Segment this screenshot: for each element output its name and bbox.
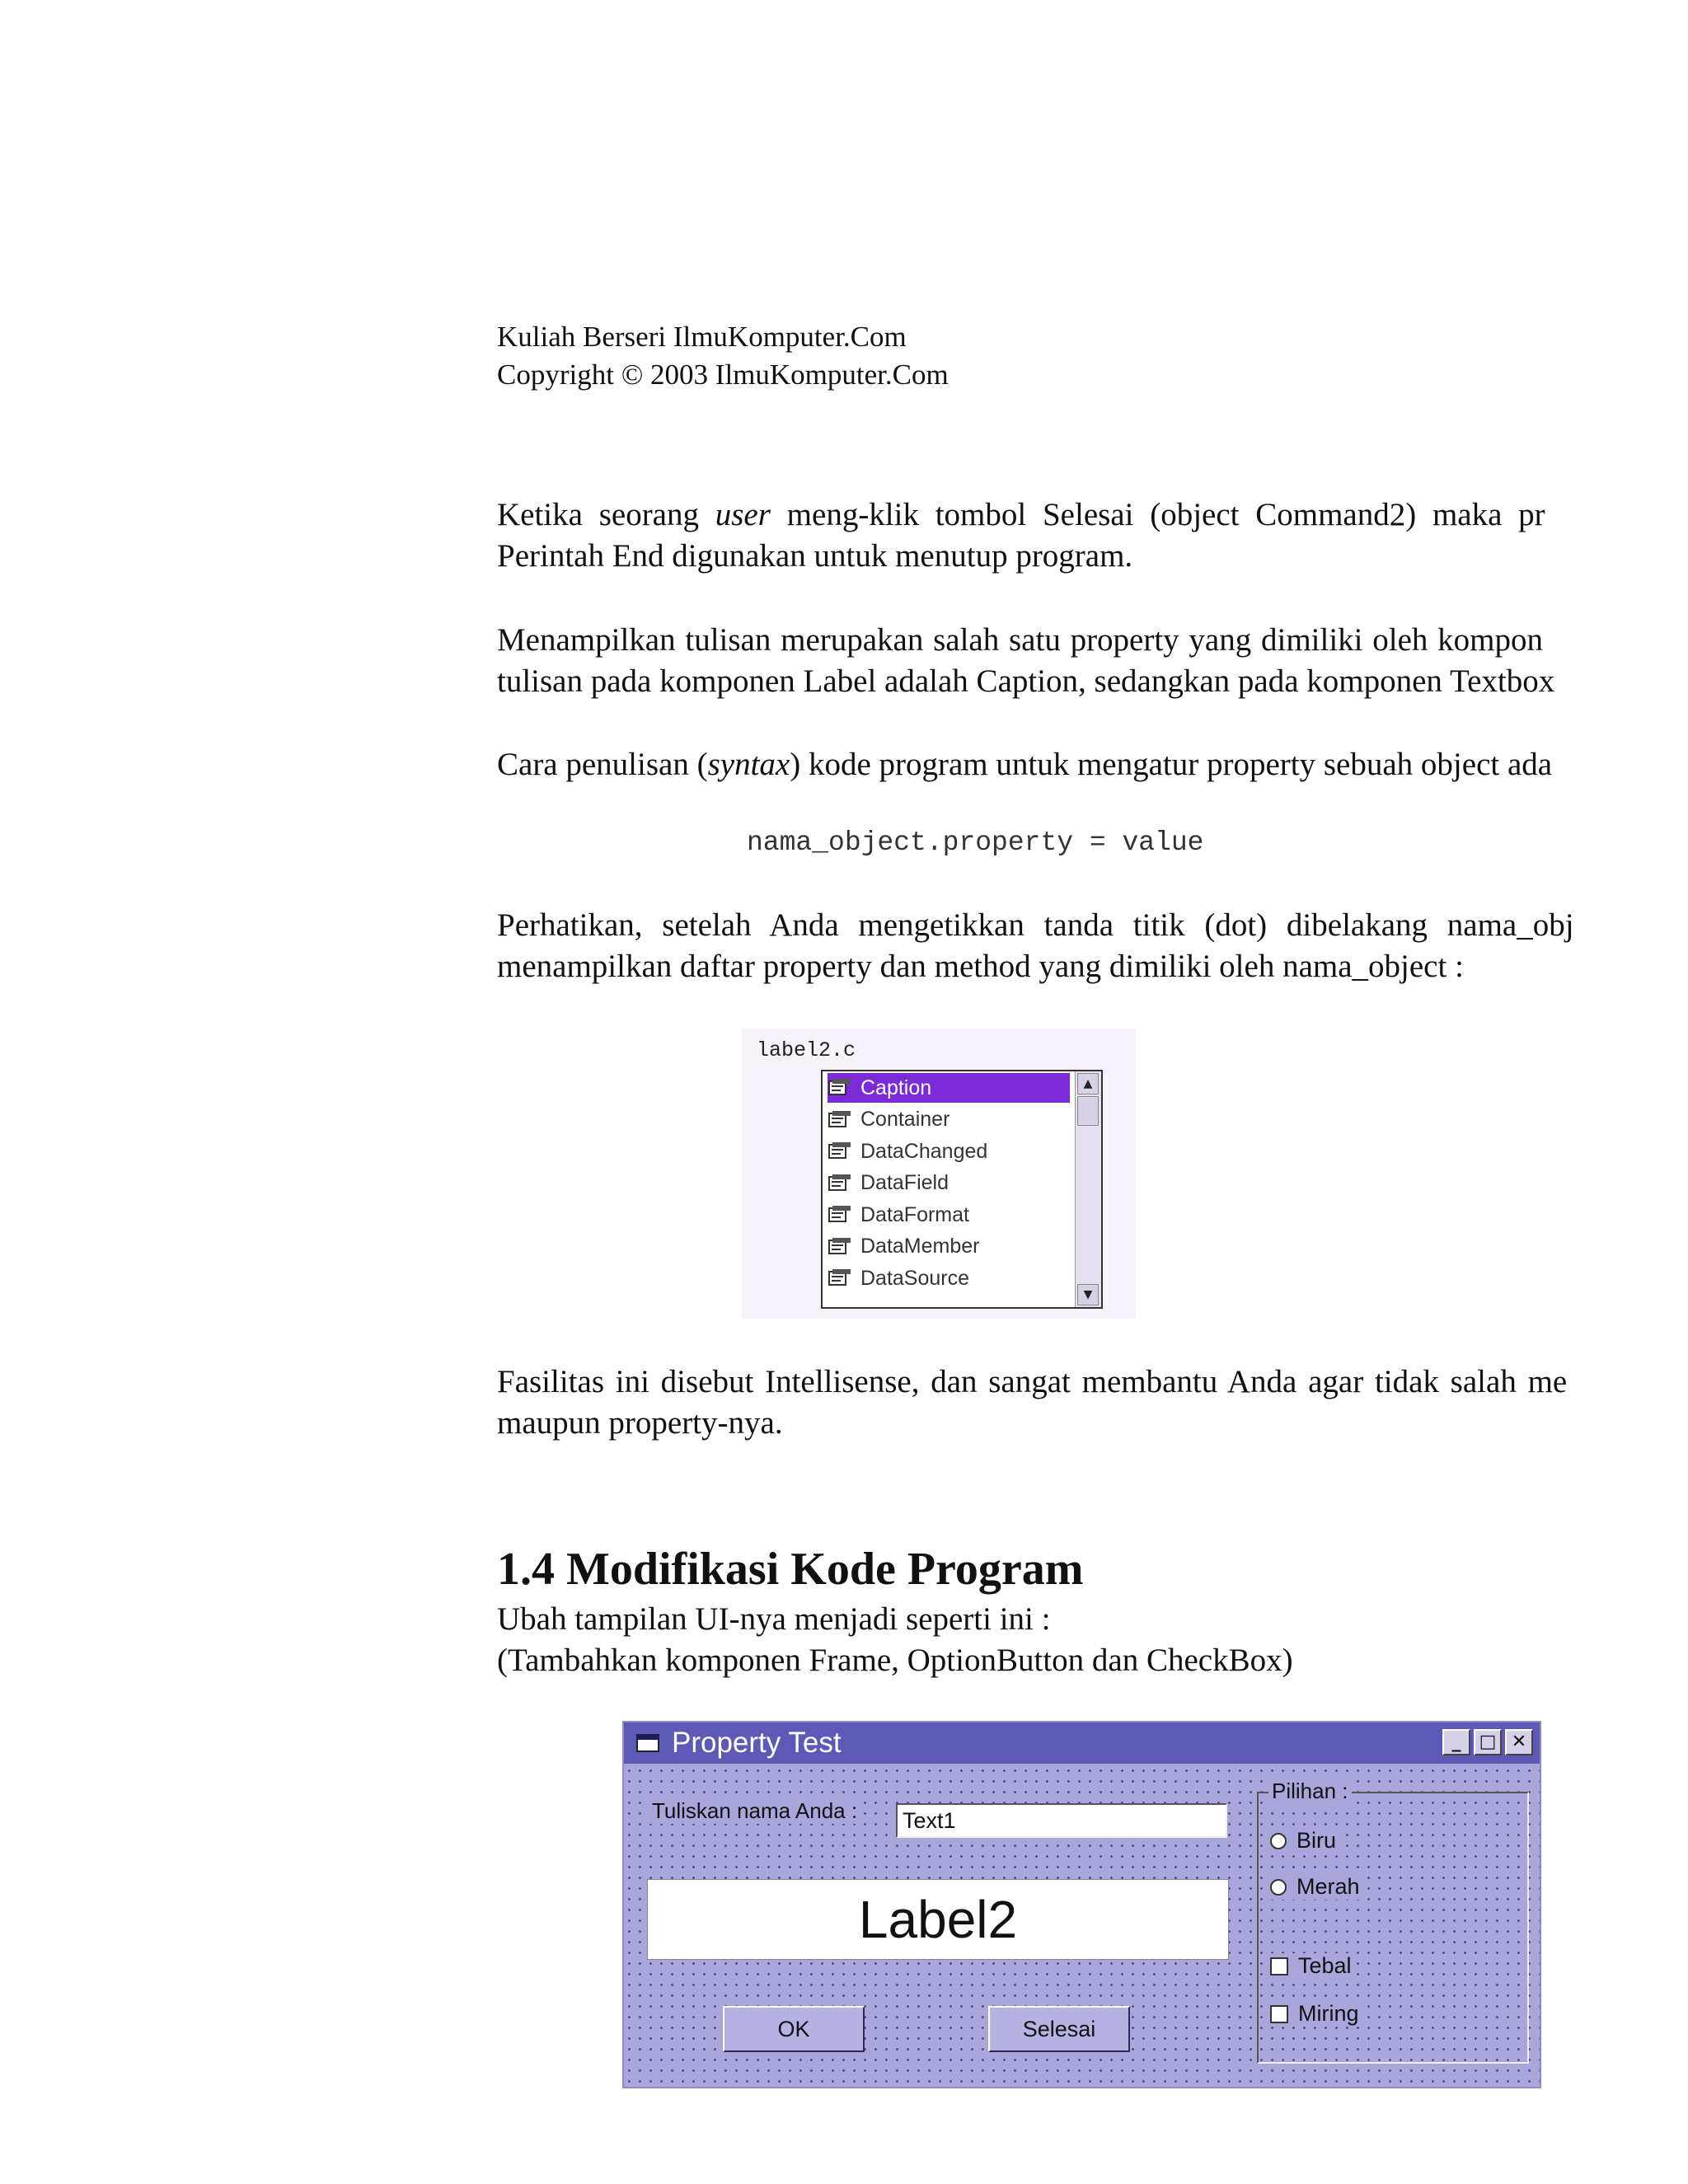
minimize-icon[interactable]: _ — [1442, 1729, 1470, 1755]
paragraph-4 — [497, 905, 1574, 987]
option-biru-label: Biru — [1296, 1828, 1337, 1853]
paragraph-5-line-2: maupun property-nya. — [497, 1405, 783, 1441]
frame-pilihan — [1257, 1779, 1529, 2064]
section-text — [497, 1599, 1293, 1681]
scroll-up-icon[interactable]: ▲ — [1077, 1073, 1099, 1094]
typed-code: label2.c — [757, 1038, 856, 1062]
intellisense-list[interactable] — [821, 1070, 1103, 1309]
intellisense-item[interactable] — [828, 1073, 1070, 1103]
paragraph-2-line-1: Menampilkan tulisan merupakan salah satu property yang dimiliki oleh kompon — [497, 622, 1543, 658]
label-nama: Tuliskan nama Anda : — [649, 1798, 860, 1824]
radio-icon[interactable] — [1270, 1833, 1287, 1849]
intellisense-item-label: Container — [860, 1108, 950, 1131]
checkbox-tebal-label: Tebal — [1298, 1953, 1352, 1978]
form-window-icon — [635, 1732, 660, 1754]
property-icon — [828, 1174, 852, 1193]
intellisense-item[interactable] — [828, 1105, 1070, 1135]
checkbox-icon[interactable] — [1270, 1957, 1288, 1975]
header-line-1: Kuliah Berseri IlmuKomputer.Com — [497, 321, 907, 353]
selesai-button[interactable]: Selesai — [988, 2006, 1130, 2052]
intellisense-figure — [742, 1029, 1136, 1319]
maximize-icon[interactable]: □ — [1474, 1729, 1502, 1755]
property-icon — [828, 1205, 852, 1225]
form-title: Property Test — [672, 1727, 842, 1759]
paragraph-2-line-2: tulisan pada komponen Label adalah Caption, sedangkan pada komponen Textbox — [497, 663, 1555, 699]
property-icon — [828, 1268, 852, 1288]
header-line-2: Copyright © 2003 IlmuKomputer.Com — [497, 359, 949, 391]
paragraph-4-line-1: Perhatikan, setelah Anda mengetikkan tanda titik (dot) dibelakang nama_obj — [497, 907, 1574, 943]
ok-button[interactable]: OK — [723, 2006, 865, 2052]
property-icon — [828, 1141, 852, 1161]
code-syntax: nama_object.property = value — [747, 827, 1204, 858]
intellisense-item-label: DataSource — [860, 1266, 970, 1290]
property-icon — [828, 1110, 852, 1130]
paragraph-5 — [497, 1361, 1567, 1444]
radio-icon[interactable] — [1270, 1879, 1287, 1896]
intellisense-item-label: DataFormat — [860, 1202, 969, 1226]
close-icon[interactable]: ✕ — [1505, 1729, 1533, 1755]
checkbox-tebal[interactable] — [1270, 1953, 1357, 1979]
paragraph-1-line-1: Ketika seorang user meng-klik tombol Selesai (object Command2) maka pr — [497, 497, 1545, 532]
property-icon — [828, 1237, 852, 1257]
intellisense-item[interactable] — [828, 1169, 1070, 1198]
option-merah[interactable] — [1270, 1874, 1365, 1900]
option-merah-label: Merah — [1296, 1874, 1360, 1899]
intellisense-item[interactable] — [828, 1137, 1070, 1166]
paragraph-2 — [497, 620, 1554, 702]
intellisense-item-label: DataField — [860, 1171, 949, 1194]
intellisense-item[interactable] — [828, 1200, 1070, 1230]
section-line-2: (Tambahkan komponen Frame, OptionButton dan CheckBox) — [497, 1643, 1293, 1678]
paragraph-3: Cara penulisan (syntax) kode program untuk mengatur property sebuah object ada — [497, 747, 1553, 782]
intellisense-item-label: DataMember — [860, 1235, 980, 1258]
intellisense-scrollbar[interactable] — [1075, 1071, 1101, 1307]
scroll-down-icon[interactable]: ▼ — [1077, 1284, 1099, 1305]
paragraph-5-line-1: Fasilitas ini disebut Intellisense, dan sangat membantu Anda agar tidak salah me — [497, 1364, 1568, 1399]
checkbox-miring-label: Miring — [1298, 2001, 1359, 2026]
option-biru[interactable] — [1270, 1828, 1341, 1854]
intellisense-item[interactable] — [828, 1232, 1070, 1262]
paragraph-1-line-2: Perintah End digunakan untuk menutup program. — [497, 538, 1133, 574]
intellisense-item-label: Caption — [860, 1076, 932, 1099]
checkbox-miring[interactable] — [1270, 2001, 1364, 2027]
label2-display: Label2 — [647, 1879, 1229, 1960]
paragraph-4-line-2: menampilkan daftar property dan method yang dimiliki oleh nama_object : — [497, 949, 1464, 984]
form-titlebar[interactable] — [624, 1722, 1540, 1764]
frame-caption: Pilihan : — [1268, 1779, 1352, 1804]
checkbox-icon[interactable] — [1270, 2005, 1288, 2023]
property-icon — [828, 1078, 852, 1098]
section-title: 1.4 Modifikasi Kode Program — [497, 1544, 1084, 1595]
paragraph-1 — [497, 494, 1545, 577]
section-line-1: Ubah tampilan UI-nya menjadi seperti ini : — [497, 1601, 1051, 1637]
intellisense-item-label: DataChanged — [860, 1139, 988, 1163]
intellisense-item[interactable] — [828, 1263, 1070, 1293]
scroll-thumb[interactable] — [1077, 1096, 1099, 1126]
text1-input[interactable]: Text1 — [896, 1803, 1227, 1838]
vb-form-window — [622, 1721, 1541, 2088]
